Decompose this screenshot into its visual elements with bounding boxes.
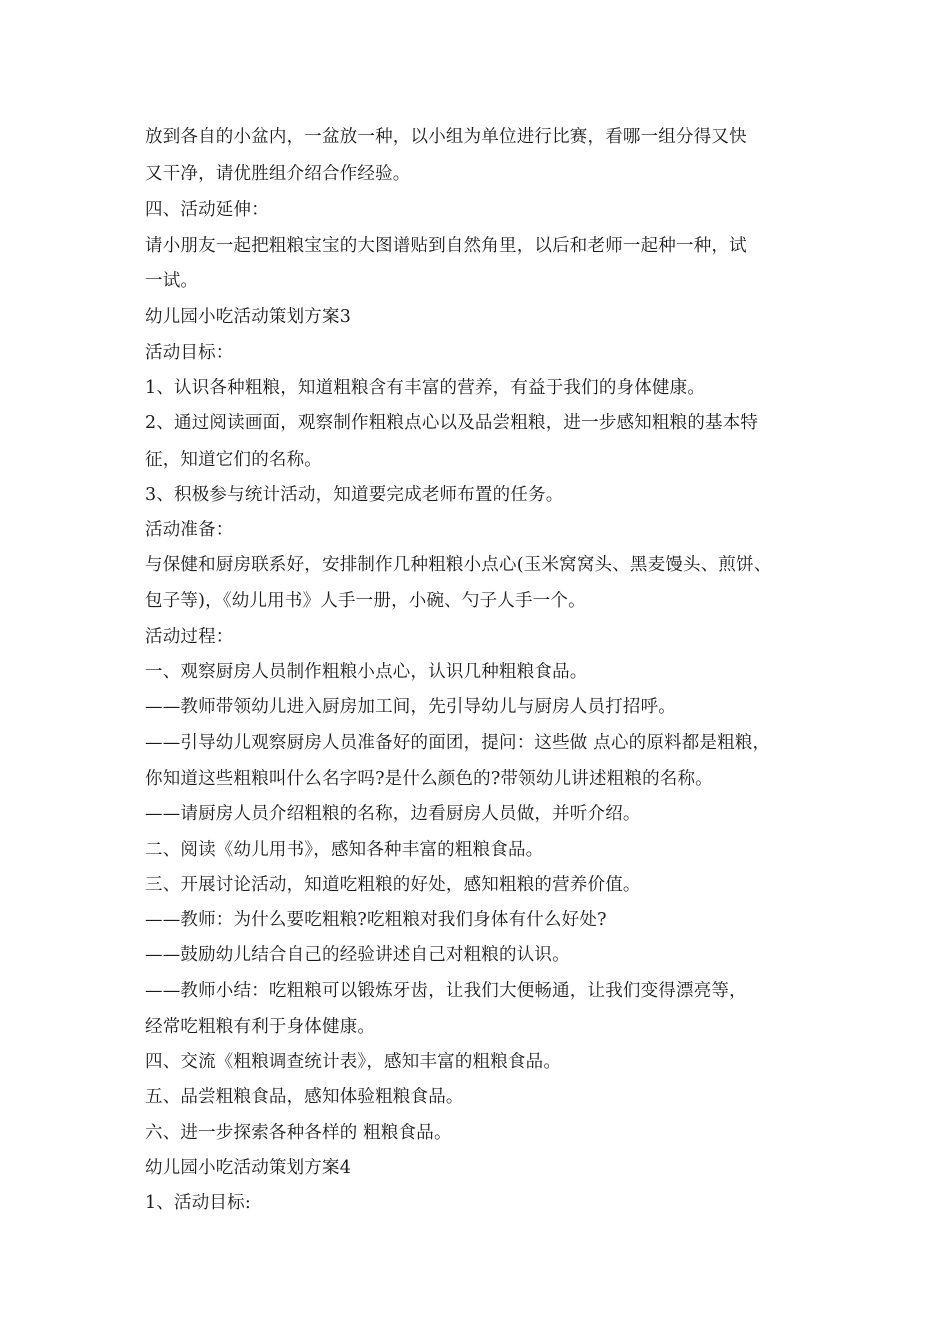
paragraph-line: 与保健和厨房联系好，安排制作几种粗粮小点心(玉米窝窝头、黑麦馒头、煎饼、 [145,555,772,575]
paragraph-line: 经常吃粗粮有利于身体健康。 [145,1017,376,1037]
list-item: 四、交流《粗粮调查统计表》，感知丰富的粗粮食品。 [145,1052,562,1072]
paragraph-line: ——引导幼儿观察厨房人员准备好的面团，提问：这些做 点心的原料都是粗粮， [145,733,771,753]
document-title: 幼儿园小吃活动策划方案4 [145,1158,352,1178]
list-item: 2、通过阅读画面，观察制作粗粮点心以及品尝粗粮，进一步感知粗粮的基本特 [145,413,759,433]
document-title: 幼儿园小吃活动策划方案3 [145,307,352,327]
list-item: 三、开展讨论活动，知道吃粗粮的好处，感知粗粮的营养价值。 [145,875,641,895]
paragraph-line: 一试。 [145,271,199,291]
paragraph-line: 包子等)，《幼儿用书》人手一册，小碗、勺子人手一个。 [145,591,586,611]
paragraph-line: 放到各自的小盆内，一盆放一种，以小组为单位进行比赛，看哪一组分得又快 [145,127,747,147]
list-item: 二、阅读《幼儿用书》，感知各种丰富的粗粮食品。 [145,840,544,860]
list-item: 一、观察厨房人员制作粗粮小点心，认识几种粗粮食品。 [145,662,588,682]
section-heading: 四、活动延伸： [145,200,269,220]
list-item: 3、积极参与统计活动，知道要完成老师布置的任务。 [145,485,564,505]
paragraph-line: 征，知道它们的名称。 [145,450,322,470]
section-heading: 活动过程： [145,627,234,647]
section-heading: 活动目标： [145,343,234,363]
paragraph-line: 你知道这些粗粮叫什么名字吗?是什么颜色的?带领幼儿讲述粗粮的名称。 [145,769,713,789]
paragraph-line: ——教师：为什么要吃粗粮?吃粗粮对我们身体有什么好处? [145,910,607,930]
list-item: 1、认识各种粗粮，知道粗粮含有丰富的营养，有益于我们的身体健康。 [145,378,706,398]
list-item: 六、进一步探索各种各样的 粗粮食品。 [145,1123,452,1143]
paragraph-line: 又干净，请优胜组介绍合作经验。 [145,164,411,184]
paragraph-line: ——鼓励幼儿结合自己的经验讲述自己对粗粮的认识。 [145,945,570,965]
paragraph-line: ——教师小结：吃粗粮可以锻炼牙齿，让我们大便畅通，让我们变得漂亮等， [145,981,747,1001]
section-heading: 活动准备： [145,520,234,540]
list-item: 五、品尝粗粮食品，感知体验粗粮食品。 [145,1087,464,1107]
list-item: 1、活动目标: [145,1193,251,1213]
paragraph-line: 请小朋友一起把粗粮宝宝的大图谱贴到自然角里，以后和老师一起种一种，试 [145,236,747,256]
paragraph-line: ——请厨房人员介绍粗粮的名称，边看厨房人员做，并听介绍。 [145,804,641,824]
paragraph-line: ——教师带领幼儿进入厨房加工间，先引导幼儿与厨房人员打招呼。 [145,697,676,717]
